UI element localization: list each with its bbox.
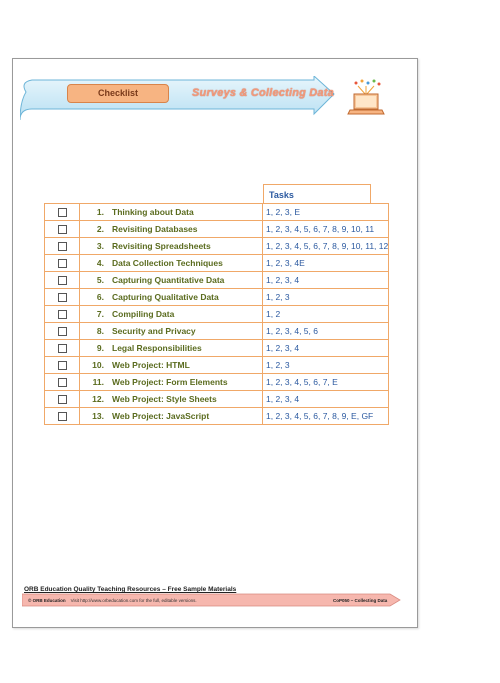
table-row: [45, 272, 389, 289]
checkbox-cell: [45, 374, 80, 391]
page-title: Surveys & Collecting Data: [192, 87, 334, 99]
footer-code: CoP050 – Collecting Data: [333, 598, 388, 603]
row-tasks: 1, 2, 3, 4, 5, 6, 7, E: [263, 374, 389, 391]
checkbox[interactable]: [58, 225, 67, 234]
table-row: [45, 255, 389, 272]
checkbox-cell: [45, 391, 80, 408]
footer-visit-link[interactable]: Visit http://www.orbeducation.com for the full, editable versions.: [70, 598, 197, 603]
laptop-icon: [346, 79, 386, 119]
row-topic: Compiling Data: [108, 306, 263, 323]
table-row: [45, 408, 389, 425]
row-topic: Revisiting Databases: [108, 221, 263, 238]
checkbox-cell: [45, 408, 80, 425]
table-row: [45, 374, 389, 391]
row-topic: Web Project: HTML: [108, 357, 263, 374]
row-tasks: 1, 2: [263, 306, 389, 323]
checkbox-cell: [45, 272, 80, 289]
checkbox-cell: [45, 204, 80, 221]
checklist-table: [44, 203, 389, 425]
checkbox[interactable]: [58, 378, 67, 387]
row-tasks: 1, 2, 3, E: [263, 204, 389, 221]
row-number: 7.: [80, 306, 109, 323]
tasks-column-header: Tasks: [263, 184, 371, 204]
row-topic: Data Collection Techniques: [108, 255, 263, 272]
footer-copyright: [28, 598, 197, 603]
row-number: 13.: [80, 408, 109, 425]
checkbox-cell: [45, 221, 80, 238]
row-tasks: 1, 2, 3, 4: [263, 340, 389, 357]
checkbox-cell: [45, 306, 80, 323]
row-tasks: 1, 2, 3, 4: [263, 272, 389, 289]
row-topic: Capturing Qualitative Data: [108, 289, 263, 306]
table-row: [45, 391, 389, 408]
checkbox-cell: [45, 340, 80, 357]
row-number: 5.: [80, 272, 109, 289]
table-row: [45, 238, 389, 255]
row-topic: Capturing Quantitative Data: [108, 272, 263, 289]
checkbox[interactable]: [58, 208, 67, 217]
header-banner: [20, 76, 336, 120]
checkbox-cell: [45, 357, 80, 374]
row-tasks: 1, 2, 3, 4, 5, 6, 7, 8, 9, 10, 11, 12: [263, 238, 389, 255]
row-number: 2.: [80, 221, 109, 238]
footer-copyright-label: © ORB Education: [28, 598, 66, 603]
row-number: 6.: [80, 289, 109, 306]
row-number: 4.: [80, 255, 109, 272]
checkbox[interactable]: [58, 412, 67, 421]
row-topic: Legal Responsibilities: [108, 340, 263, 357]
row-topic: Web Project: Form Elements: [108, 374, 263, 391]
row-tasks: 1, 2, 3, 4: [263, 391, 389, 408]
row-tasks: 1, 2, 3: [263, 357, 389, 374]
table-row: [45, 323, 389, 340]
row-number: 10.: [80, 357, 109, 374]
row-tasks: 1, 2, 3: [263, 289, 389, 306]
checkbox[interactable]: [58, 276, 67, 285]
row-topic: Thinking about Data: [108, 204, 263, 221]
row-topic: Revisiting Spreadsheets: [108, 238, 263, 255]
checkbox[interactable]: [58, 259, 67, 268]
row-number: 12.: [80, 391, 109, 408]
checkbox[interactable]: [58, 310, 67, 319]
table-row: [45, 340, 389, 357]
row-number: 3.: [80, 238, 109, 255]
row-topic: Web Project: JavaScript: [108, 408, 263, 425]
row-tasks: 1, 2, 3, 4, 5, 6, 7, 8, 9, E, GF: [263, 408, 389, 425]
table-row: [45, 221, 389, 238]
footer-title: ORB Education Quality Teaching Resources – Free Sample Materials: [24, 586, 237, 593]
checkbox-cell: [45, 255, 80, 272]
table-row: [45, 204, 389, 221]
checkbox-cell: [45, 289, 80, 306]
row-topic: Security and Privacy: [108, 323, 263, 340]
table-row: [45, 357, 389, 374]
checkbox[interactable]: [58, 361, 67, 370]
row-topic: Web Project: Style Sheets: [108, 391, 263, 408]
checkbox[interactable]: [58, 395, 67, 404]
checkbox[interactable]: [58, 327, 67, 336]
row-tasks: 1, 2, 3, 4, 5, 6: [263, 323, 389, 340]
checkbox[interactable]: [58, 344, 67, 353]
row-tasks: 1, 2, 3, 4E: [263, 255, 389, 272]
row-number: 8.: [80, 323, 109, 340]
checkbox-cell: [45, 323, 80, 340]
row-number: 1.: [80, 204, 109, 221]
row-number: 11.: [80, 374, 109, 391]
table-row: [45, 306, 389, 323]
row-tasks: 1, 2, 3, 4, 5, 6, 7, 8, 9, 10, 11: [263, 221, 389, 238]
checkbox[interactable]: [58, 242, 67, 251]
table-row: [45, 289, 389, 306]
checkbox[interactable]: [58, 293, 67, 302]
checkbox-cell: [45, 238, 80, 255]
row-number: 9.: [80, 340, 109, 357]
checklist-label: Checklist: [67, 84, 169, 103]
